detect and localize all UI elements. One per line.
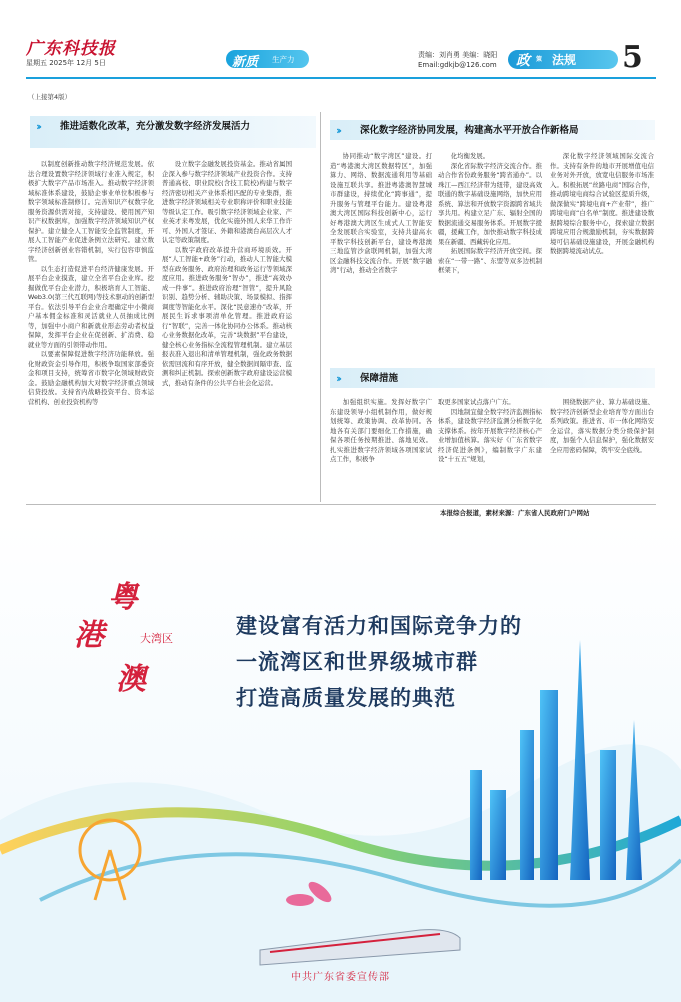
- paragraph: 设立数字金融发展投资基金。推动省属国企深入参与数字经济领域产业投资合作。支持普通高校、职业院校(含技工院校)构建与数字经济密切相关产业体系相匹配的专业集群，推进数字经济领域相关专业职称评价和职业技能等级认定工作。吸引数字经济领域企业家、产业英才来粤发展，优化实施外国人来华工作许可、外国人才签证、外籍和港澳台高层次人才认定等政策制度。: [162, 160, 292, 244]
- column-rest: 法规: [552, 53, 577, 67]
- paragraph: 加强组织实施。发挥好数字广东建设领导小组机制作用，做好规划统筹、政策协调、改革协同。各地各有关部门要细化工作措施，确保各项任务按期推进、落地见效。扎实推进数字经济领域各项国家试点工作，积极争: [330, 398, 432, 463]
- column-big-char: 政: [516, 53, 530, 69]
- paragraph: 协同推动“数字湾区”建设。打造“粤港澳大湾区数据特区”，加强算力、网络、数据流通利用等基础设施互联共享。推进粤港澳智慧城市群建设，持续优化“跨事通”，提升服务与管理平台能力。建设粤港澳大湾区国际科技创新中心，运行好粤港澳大湾区生成式人工智能安全发展联合实验室，支持共建高水平数字科技创新平台，建设粤港澳三地监管沙盒联网机制，加强大湾区金融科技交流合作。开展“数字融湾”行动，推动全省数字: [330, 152, 432, 274]
- slogan-line-3: 打造高质量发展的典范: [236, 686, 456, 710]
- chevron-right-icon: ››: [36, 120, 40, 133]
- paragraph: 深化省际数字经济交流合作。推动合作省份政务服务“跨省通办”。以珠江—西江经济带为纽带，建设高效联通的数字基础设施网络，加快应用系统、算法和开放数字资源跨省域共享共用。构建立足广东、辐射全国的数据流通交易服务体系。开展数字援疆，援藏工作，加快推动数字科技成果在新疆、西藏转化应用。: [438, 161, 542, 246]
- editors-info: [418, 50, 497, 70]
- editors-line: 责编：刘肖勇 美编：晓阳: [418, 51, 498, 59]
- paragraph: 化均衡发展。: [450, 152, 490, 160]
- right-column-3: [550, 152, 654, 352]
- section-badge: [226, 50, 309, 68]
- left-column-2: [162, 160, 292, 490]
- right-section-heading: [330, 120, 655, 140]
- slogan-line-1: 建设富有活力和国际竞争力的: [236, 614, 522, 638]
- bay-area-poster: [0, 520, 681, 1002]
- issue-date: 星期五 2025年 12月 5日: [26, 59, 106, 67]
- right-column-2: [438, 152, 542, 352]
- paragraph: 以要素保障促进数字经济功能释放。强化财政资金引导作用，积极争取国家部委资金和项目支持，统筹省市数字化领域财政资金。鼓励金融机构加大对数字经济重点领域信贷投放。支持省内战略投资平台、资本运营机构、创业投资机构等: [28, 350, 154, 406]
- paragraph: 因地制宜健全数字经济监测指标体系，建设数字经济监测分析数字化支撑体系。按年开展数字经济核心产业增加值核算。落实好《广东省数字经济促进条例》，编制数字广东建设“十五五”规划，: [438, 407, 542, 463]
- left-section-heading: [30, 116, 316, 148]
- paragraph: 以制度创新推动数字经济规范发展。依法合理设置数字经济领域行业准入规定，积极扩大数字产品市场准入。推动数字经济领域标准体系建设，鼓励企事业单位积极参与数字领域标准制修订。完善知识产权数字化服务资源供需对接，支持建设、使用国产知识产权数据库，加强数字经济领域知识产权保护。建立健全人工智能安全监管制度，开展人工智能产业促进条例立法研究。建立数字经济创新创业容错机制，实行包容审慎监管。: [28, 160, 154, 263]
- paragraph: 以数字政府改革提升营商环境质效。开展“人工智能+政务”行动，推动人工智能大模型在政务服务、政府治理和政务运行等领域深度应用。推进政务服务“智办”，推进“高效办成一件事”。推进政府治理“智管”，提升风险识别、趋势分析、辅助决策、场景模拟、指挥调度等智能化水平。深化“民意速办”改革，开展民生诉求事项清单化管理。推进政府运行“智联”，完善一体化协同办公体系。推动核心业务数据化改革，完善“块数据”平台建设，健全核心业务指标全流程管理机制。建立基层报表准入退出和清单管理机制，强化政务数据依需回流和有序开放，健全数据间隔审查、监测和纠正机制。探索创新数字政府建设运营模式，推动有条件的公共平台社会化运营。: [162, 245, 292, 387]
- section-sub: 生产力: [272, 55, 295, 64]
- guarantee-column-1: [330, 398, 432, 502]
- logo-char-gang: 港: [74, 618, 104, 653]
- paragraph: 以生态打造促进平台经济健康发展。开展平台企业摸查，建立全省平台企业库。挖掘做优平台企业潜力，积极培育人工智能、Web3.0(第三代互联网)等技术驱动的创新型平台。依法引导平台企业合理确定中小微商户基本佣金标准和灵活就业人员抽成比例等，加强中小商户和新就业形态劳动者权益保障，发挥平台企业在促创新、扩消费、稳就业等方面的引领带动作用。: [28, 264, 154, 349]
- left-heading-text: 推进适数化改革，充分激发数字经济发展活力: [60, 121, 251, 132]
- left-column-1: [28, 160, 154, 490]
- column-divider: [320, 112, 321, 502]
- continued-note: （上接第4版）: [28, 93, 72, 101]
- guarantee-column-3: [550, 398, 654, 502]
- paragraph: 拓展国际数字经济开放空间。探索在“一带一路”、东盟等双多边机制框架下，: [438, 247, 542, 274]
- right-heading-text: 深化数字经济协同发展，构建高水平开放合作新格局: [360, 125, 579, 136]
- logo-char-yue: 粤: [108, 580, 138, 615]
- poster-illustration: [0, 520, 681, 1002]
- paragraph: 取更多国家试点落户广东。: [438, 398, 515, 406]
- guarantee-heading-text: 保障措施: [360, 373, 399, 384]
- header-rule: [26, 77, 656, 79]
- page-header: [0, 0, 681, 82]
- logo-char-ao: 澳: [116, 662, 146, 697]
- slogan-line-2: 一流湾区和世界级城市群: [236, 650, 478, 674]
- guarantee-column-2: [438, 398, 542, 502]
- column-badge: [508, 50, 618, 69]
- source-credit: 本报综合报道，素材来源：广东省人民政府门户网站: [440, 509, 590, 517]
- paragraph: 深化数字经济领域国际交流合作。支持有条件的地市开展增值电信业务对外开放，放宽电信服务市场准入。积极拓展“丝路电商”国际合作，推动跨境电商综合试验区提质升级，做深做实“跨境电商+产业带”，推广跨境电商“白名单”制度。推进建设数据跨境综合服务中心，探索建立数据跨境应用合规激励机制，夯实数据跨境可信基础设施建设，开展金融机构数据跨境流动试点。: [550, 152, 654, 255]
- section-word: 新质: [232, 55, 259, 70]
- editors-email: Email:gdkjb@126.com: [418, 61, 497, 69]
- masthead: 广东科技报: [26, 39, 116, 59]
- column-small-char: 策: [536, 56, 543, 63]
- guarantee-section-heading: [330, 368, 655, 388]
- logo-tag: 大湾区: [140, 632, 173, 645]
- paragraph: 围绕数据产业、算力基础设施、数字经济创新型企业培育等方面出台系列政策。推进省、市一体化网络安全运营，落实数据分类分级保护制度，加强个人信息保护，强化数据安全应用密码保障，筑牢安全底线。: [550, 398, 654, 454]
- chevron-right-icon: ››: [336, 372, 340, 385]
- chevron-right-icon: ››: [336, 124, 340, 137]
- right-column-1: [330, 152, 432, 352]
- bottom-rule: [26, 504, 656, 505]
- sponsor: 中共广东省委宣传部: [291, 972, 390, 983]
- page-number: 5: [622, 40, 643, 75]
